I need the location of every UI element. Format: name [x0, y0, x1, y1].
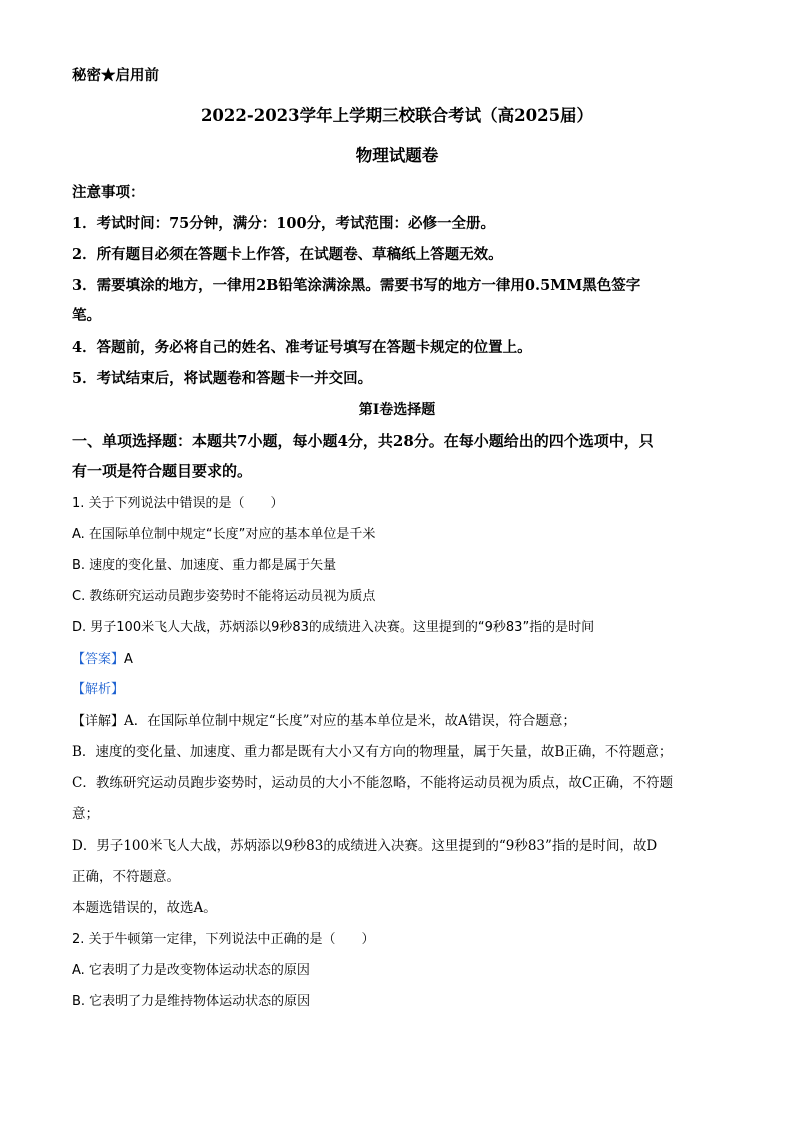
notice-item: 4．答题前，务必将自己的姓名、准考证号填写在答题卡规定的位置上。 — [72, 339, 532, 356]
question-2-stem: 2. 关于牛顿第一定律，下列说法中正确的是（ ） — [72, 932, 375, 947]
subject-title: 物理试题卷 — [355, 146, 439, 165]
detail-line-continuation: 意； — [72, 806, 99, 822]
detail-conclusion: 本题选错误的，故选A。 — [72, 900, 217, 916]
analysis-tag: 【解析】 — [72, 682, 125, 697]
detail-line-continuation: 正确，不符题意。 — [72, 869, 180, 885]
section-intro-continuation: 有一项是符合题目要求的。 — [72, 462, 253, 480]
question-1-option-b: B. 速度的变化量、加速度、重力都是属于矢量 — [72, 558, 337, 573]
answer-tag: 【答案】 — [72, 652, 125, 667]
question-2-option-b: B. 它表明了力是维持物体运动状态的原因 — [72, 994, 311, 1009]
detail-line: A．在国际单位制中规定“长度”对应的基本单位是米，故A错误，符合题意； — [124, 713, 576, 729]
notice-item: 5．考试结束后，将试题卷和答题卡一并交回。 — [72, 370, 373, 387]
detail-line: C．教练研究运动员跑步姿势时，运动员的大小不能忽略，不能将运动员视为质点，故C正确，不符题 — [72, 775, 674, 791]
notice-item-continuation: 笔。 — [72, 307, 101, 324]
confidential-label: 秘密★启用前 — [72, 67, 159, 84]
detail-row — [72, 711, 576, 732]
notice-item: 3．需要填涂的地方，一律用2B铅笔涂满涂黑。需要书写的地方一律用0.5MM黑色签字 — [72, 277, 641, 294]
notice-heading: 注意事项： — [72, 184, 145, 201]
answer-value: A — [124, 652, 133, 667]
notice-item: 2．所有题目必须在答题卡上作答，在试题卷、草稿纸上答题无效。 — [72, 246, 503, 263]
detail-line: B．速度的变化量、加速度、重力都是既有大小又有方向的物理量，属于矢量，故B正确，不符题意； — [72, 744, 673, 760]
answer-row — [72, 649, 133, 670]
exam-title: 2022-2023学年上学期三校联合考试（高2025届） — [200, 106, 594, 125]
question-1-option-d: D. 男子100米飞人大战，苏炳添以9秒83的成绩进入决赛。这里提到的“9秒83”指的是时间 — [72, 620, 595, 635]
question-2-option-a: A. 它表明了力是改变物体运动状态的原因 — [72, 963, 310, 978]
notice-item: 1．考试时间：75分钟，满分：100分，考试范围：必修一全册。 — [72, 215, 496, 232]
section-intro: 一、单项选择题：本题共7小题，每小题4分，共28分。在每小题给出的四个选项中，只 — [72, 432, 654, 450]
question-1-option-c: C. 教练研究运动员跑步姿势时不能将运动员视为质点 — [72, 589, 376, 604]
question-1-option-a: A. 在国际单位制中规定“长度”对应的基本单位是千米 — [72, 527, 376, 542]
detail-line: D．男子100米飞人大战，苏炳添以9秒83的成绩进入决赛。这里提到的“9秒83”指的是时间，故D — [72, 838, 658, 854]
detail-tag: 【详解】 — [72, 714, 125, 729]
section-title: 第I卷选择题 — [358, 402, 436, 418]
question-1-stem: 1. 关于下列说法中错误的是（ ） — [72, 496, 284, 511]
